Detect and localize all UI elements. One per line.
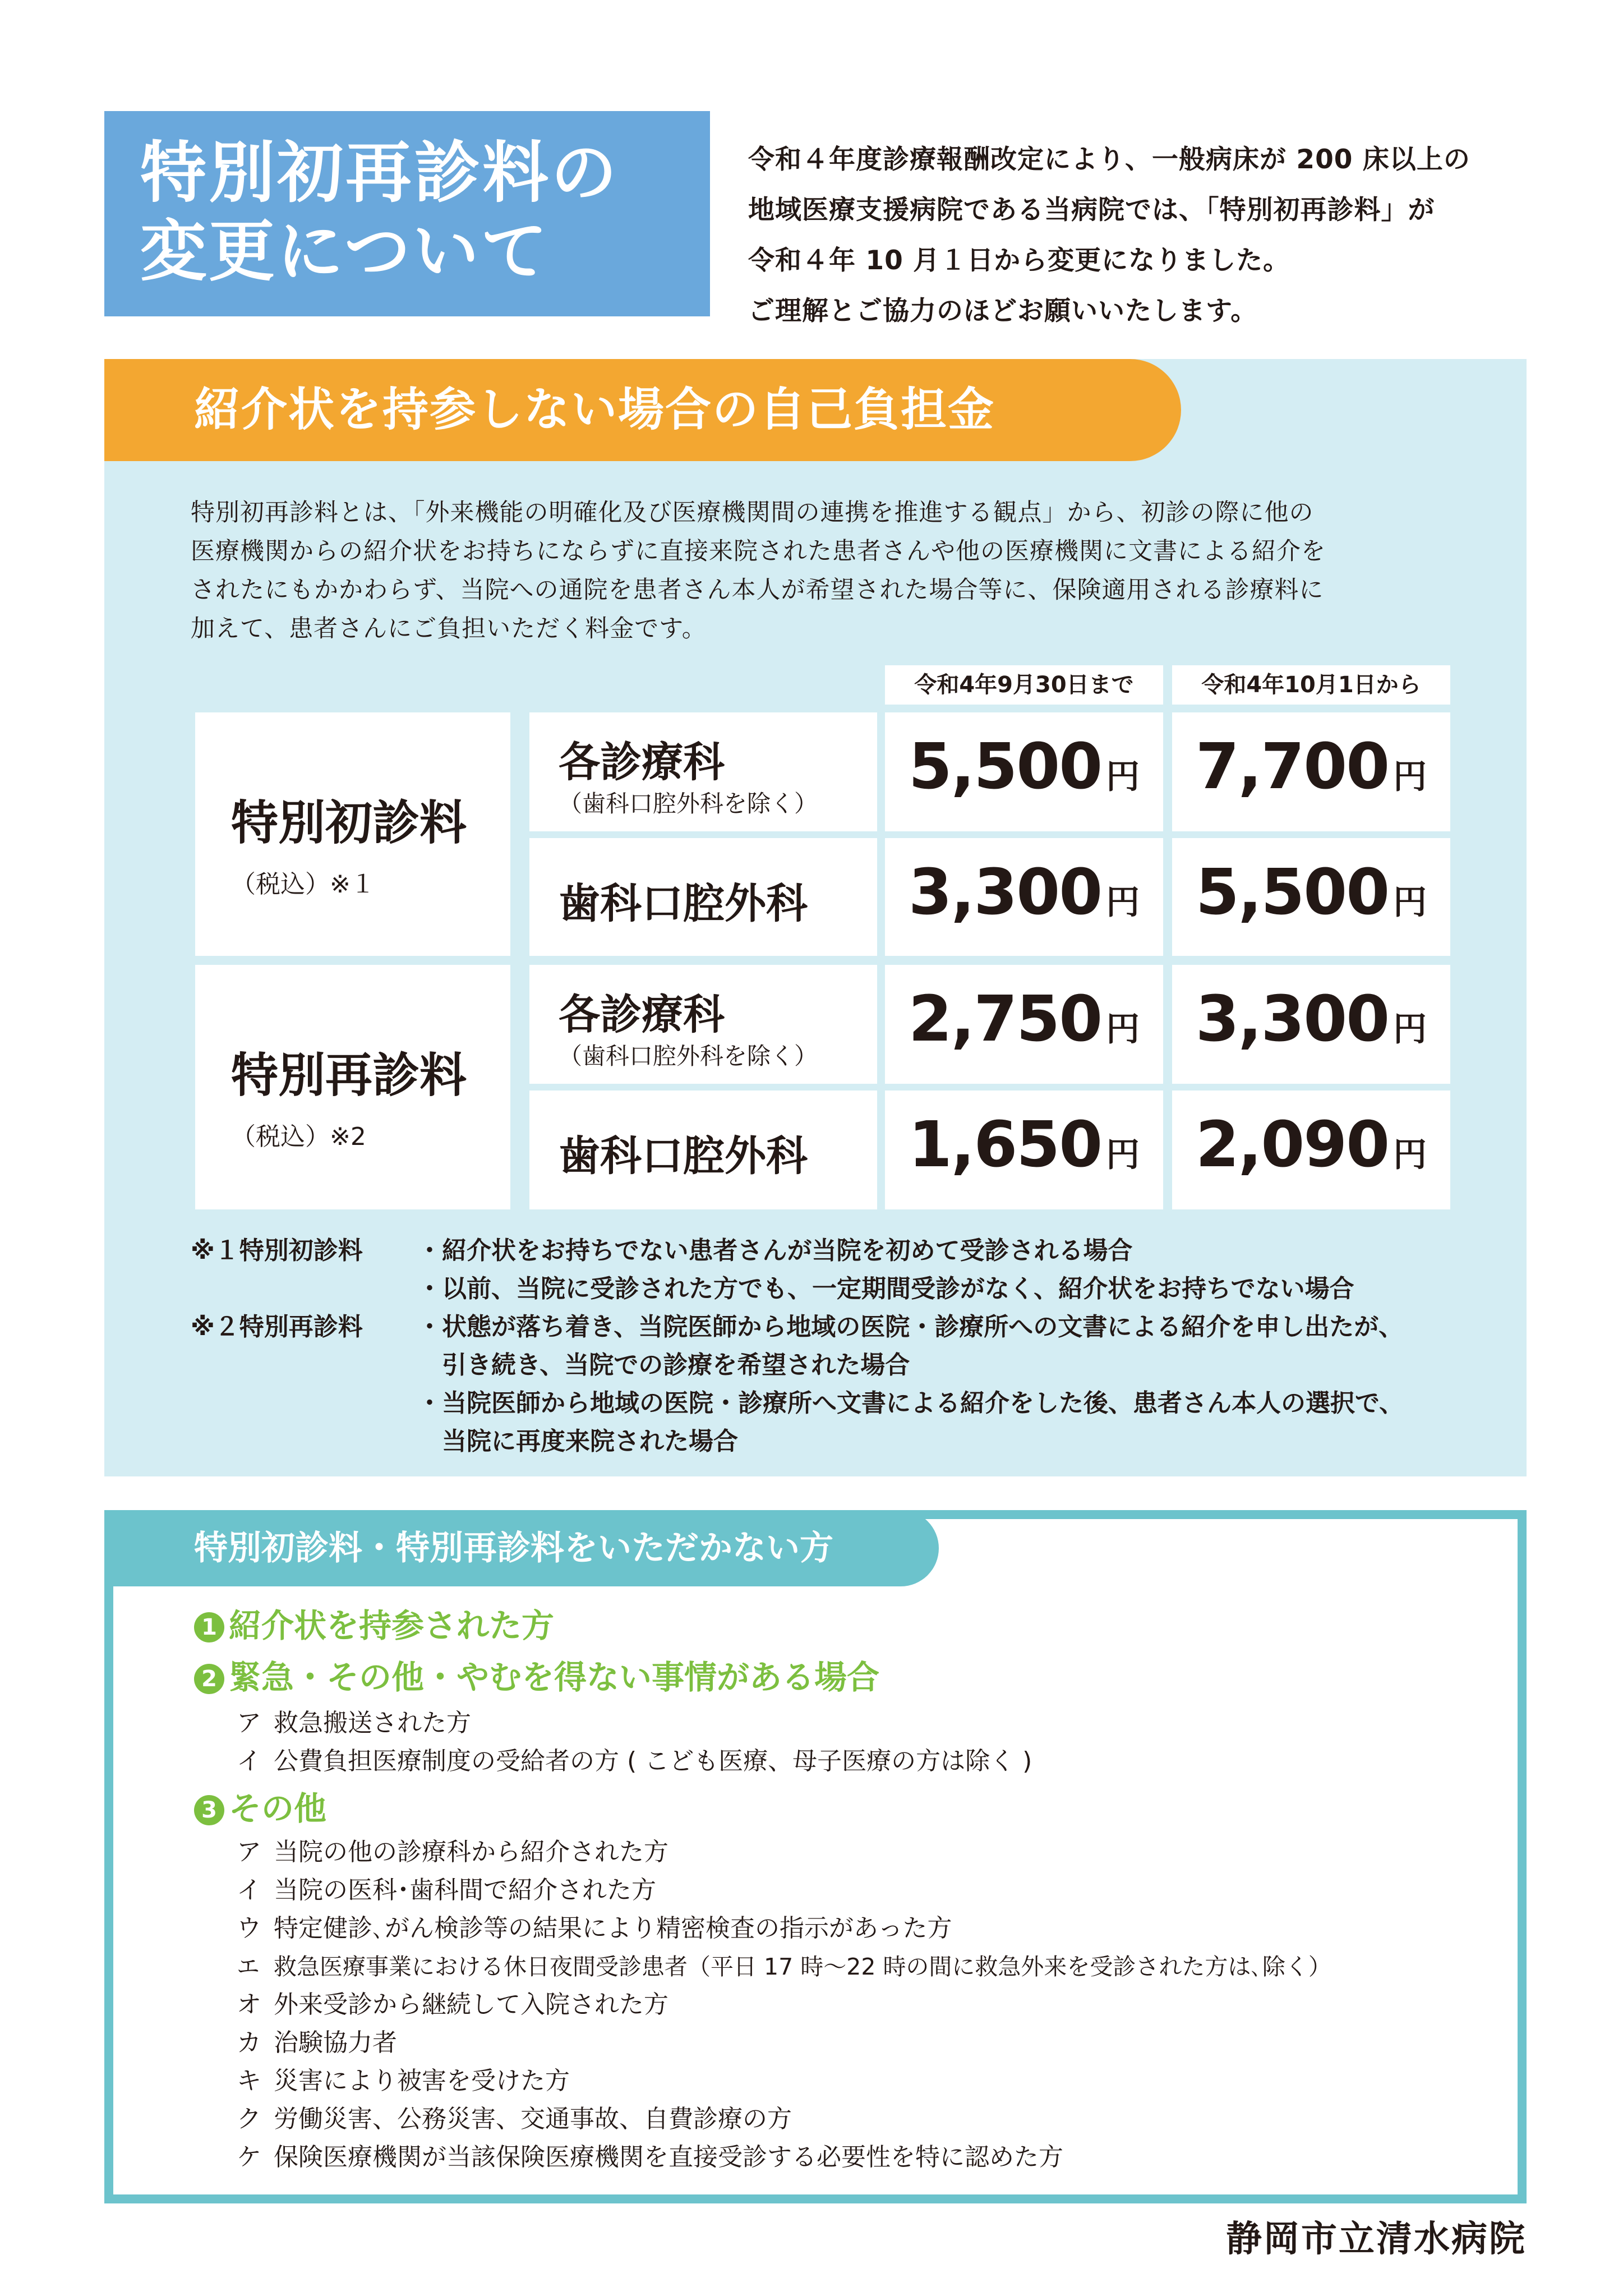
exemption-group-3 — [194, 1786, 326, 1831]
dept-sublabel: （歯科口腔外科を除く） — [559, 1042, 818, 1070]
list-item: オ 外来受診から継続して入院された方 — [237, 1990, 668, 2019]
list-item: キ 災害により被害を受けた方 — [237, 2067, 570, 2095]
intro-line: 地域医療支援病院である当病院では、「特別初再診料」が — [748, 195, 1435, 226]
list-item: ア 当院の他の診療科から紹介された方 — [237, 1838, 668, 1866]
price-cell — [885, 838, 1163, 956]
number-2-icon: 2 — [194, 1664, 224, 1694]
column-header-before: 令和4年9月30日まで — [885, 665, 1163, 705]
fee-description — [191, 494, 1475, 648]
price-value: 7,700 — [1195, 730, 1389, 803]
exemption-section-title: 特別初診料・特別再診料をいただかない方 — [194, 1529, 833, 1568]
group-title: 紹介状を持参された方 — [229, 1607, 555, 1645]
intro-line: ご理解とご協力のほどお願いいたします。 — [748, 296, 1258, 326]
dept-cell — [529, 712, 877, 831]
exemption-group-1 — [194, 1603, 554, 1648]
price-cell — [1172, 712, 1450, 831]
price-cell — [1172, 965, 1450, 1084]
footnote-line: ・以前、当院に受診された方でも、一定期間受診がなく、紹介状をお持ちでない場合 — [417, 1274, 1354, 1303]
price-value: 3,300 — [908, 856, 1102, 929]
description-line: されたにもかかわらず、当院への通院を患者さん本人が希望された場合等に、保険適用される診療料に — [191, 576, 1324, 604]
category-sub: （税込）※2 — [231, 1122, 366, 1151]
list-item: イ 当院の医科･歯科間で紹介された方 — [237, 1876, 656, 1904]
yen-unit: 円 — [1393, 1010, 1427, 1049]
description-line: 医療機関からの紹介状をお持ちにならずに直接来院された患者さんや他の医療機関に文書による紹介を — [191, 537, 1326, 565]
price-value: 1,650 — [908, 1108, 1102, 1181]
dept-label: 歯科口腔外科 — [559, 1132, 808, 1180]
description-line: 特別初再診料とは、「外来機能の明確化及び医療機関間の連携を推進する観点」から、初診の際に他の — [191, 499, 1314, 527]
list-item: エ 救急医療事業における休日夜間受診患者（平日 17 時～22 時の間に救急外来を受診された方は､除く） — [237, 1953, 1331, 1980]
footnote-line: ・状態が落ち着き、当院医師から地域の医院・診療所への文書による紹介を申し出たが、 — [417, 1313, 1404, 1341]
column-header-after: 令和4年10月1日から — [1172, 665, 1450, 705]
fee-section-header — [104, 359, 1181, 461]
yen-unit: 円 — [1393, 1135, 1427, 1175]
exemption-section-header — [104, 1510, 939, 1586]
page-title-line1: 特別初再診料の — [140, 134, 620, 211]
dept-sublabel: （歯科口腔外科を除く） — [559, 790, 818, 817]
intro-line: 令和４年度診療報酬改定により、一般病床が 200 床以上の — [748, 144, 1470, 175]
price-cell — [1172, 1091, 1450, 1209]
hospital-name: 静岡市立清水病院 — [1226, 2218, 1527, 2260]
yen-unit: 円 — [1393, 757, 1427, 797]
fee-section-title: 紹介状を持参しない場合の自己負担金 — [194, 383, 995, 436]
dept-label: 各診療科 — [559, 991, 725, 1039]
footnote-line: 当院に再度来院された場合 — [417, 1427, 738, 1456]
list-item: ケ 保険医療機関が当該保険医療機関を直接受診する必要性を特に認めた方 — [237, 2143, 1063, 2171]
list-item: ア 救急搬送された方 — [237, 1709, 471, 1737]
group-title: 緊急・その他・やむを得ない事情がある場合 — [229, 1658, 880, 1696]
intro-text — [748, 135, 1544, 337]
category-title: 特別初診料 — [231, 795, 467, 850]
yen-unit: 円 — [1393, 883, 1427, 922]
page-title-line2: 変更について — [140, 213, 550, 290]
yen-unit: 円 — [1106, 1010, 1140, 1049]
exemption-group-2 — [194, 1655, 879, 1700]
dept-cell — [529, 965, 877, 1084]
number-3-icon: 3 — [194, 1795, 224, 1825]
number-1-icon: 1 — [194, 1612, 224, 1642]
price-cell — [885, 965, 1163, 1084]
description-line: 加えて、患者さんにご負担いただく料金です。 — [191, 615, 707, 643]
price-value: 5,500 — [1195, 856, 1389, 929]
price-cell — [1172, 838, 1450, 956]
footnote-line: ・紹介状をお持ちでない患者さんが当院を初めて受診される場合 — [417, 1236, 1133, 1265]
dept-label: 歯科口腔外科 — [559, 880, 808, 928]
price-value: 3,300 — [1195, 983, 1389, 1056]
footnotes — [191, 1234, 1525, 1470]
intro-line: 令和４年 10 月１日から変更になりました。 — [748, 245, 1290, 276]
list-item: カ 治験協力者 — [237, 2028, 397, 2057]
category-revisit — [195, 965, 510, 1209]
category-sub: （税込）※１ — [231, 870, 375, 899]
title-box — [104, 111, 710, 316]
list-item: ク 労働災害、公務災害、交通事故、自費診療の方 — [237, 2105, 792, 2133]
group-title: その他 — [229, 1789, 327, 1828]
list-item: イ 公費負担医療制度の受給者の方 ( こども医療、母子医療の方は除く ) — [237, 1747, 1032, 1775]
price-cell — [885, 1091, 1163, 1209]
footnote-line: 引き続き、当院での診療を希望された場合 — [417, 1351, 910, 1379]
list-item: ウ 特定健診､がん検診等の結果により精密検査の指示があった方 — [237, 1914, 952, 1943]
price-value: 5,500 — [908, 730, 1102, 803]
yen-unit: 円 — [1106, 1135, 1140, 1175]
price-cell — [885, 712, 1163, 831]
footnote-label: ※２特別再診料 — [191, 1313, 363, 1341]
price-value: 2,090 — [1195, 1108, 1389, 1181]
price-value: 2,750 — [908, 983, 1102, 1056]
footnote-label: ※１特別初診料 — [191, 1236, 363, 1265]
category-title: 特別再診料 — [231, 1048, 467, 1103]
yen-unit: 円 — [1106, 883, 1140, 922]
dept-label: 各診療科 — [559, 738, 725, 786]
footnote-line: ・当院医師から地域の医院・診療所へ文書による紹介をした後、患者さん本人の選択で、 — [417, 1389, 1404, 1418]
yen-unit: 円 — [1106, 757, 1140, 797]
dept-cell — [529, 1091, 877, 1209]
dept-cell — [529, 838, 877, 956]
category-first-visit — [195, 712, 510, 956]
